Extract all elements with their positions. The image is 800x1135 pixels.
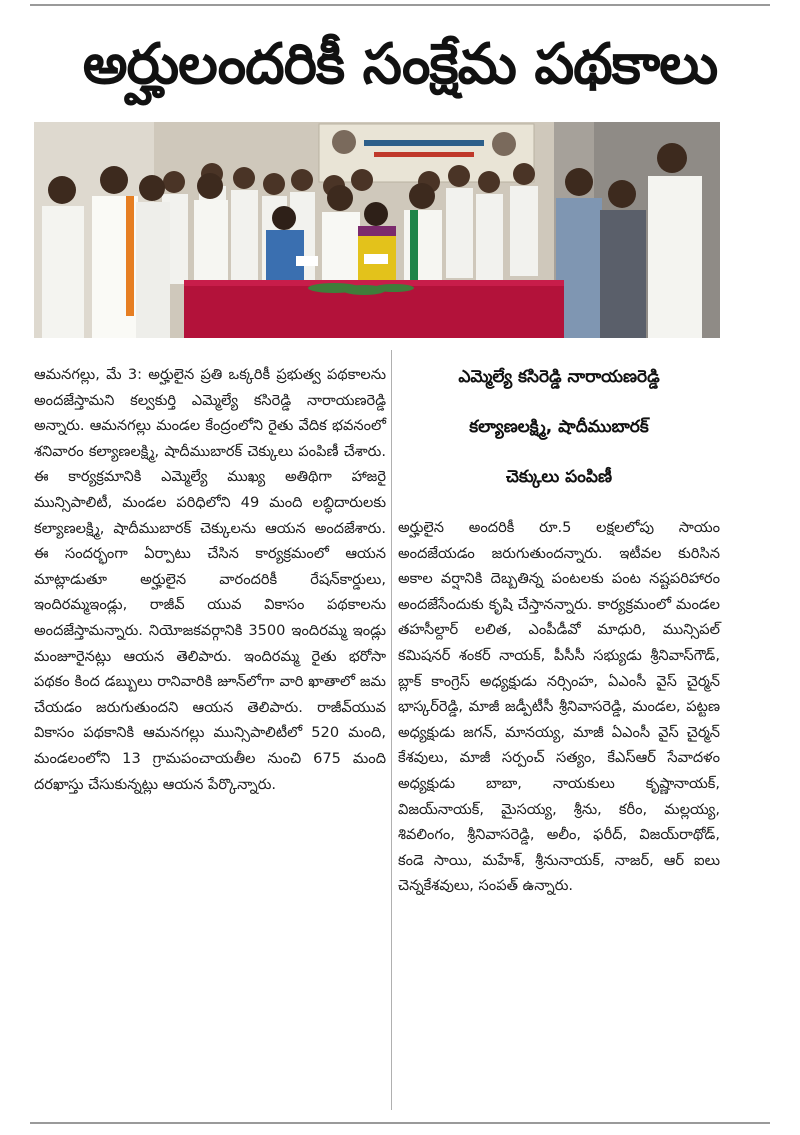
subheadline-line-3: చెక్కులు పంపిణీ [505, 467, 613, 487]
photo-illustration [34, 122, 720, 338]
subheadline-box [398, 352, 720, 502]
top-rule [30, 4, 770, 6]
news-photo [34, 122, 720, 338]
subheadline-line-1: ఎమ్మెల్యే కసిరెడ్డి నారాయణరెడ్డి [458, 367, 660, 387]
article-paragraph-right: అర్హులైన అందరికీ రూ.5 లక్షలలోపు సాయం అందజేయడం జరుగుతుందన్నారు. ఇటీవల కురిసిన అకాల వర్షానికి దెబ్బతిన్న పంటలకు పంట నష్టపరిహారం అందజేసేందుకు కృషి చేస్తానన్నారు. కార్యక్రమంలో మండల తహసీల్దార్ లలిత, ఎంపీడీవో మాధురి, మున్సిపల్ కమిషనర్ శంకర్ నాయక్, పీసీసీ సభ్యుడు శ్రీనివాస్‌గౌడ్, బ్లాక్ కాంగ్రెస్ అధ్యక్షుడు నర్సింహ, ఏఎంసీ వైస్ చైర్మన్ భాస్కర్‌రెడ్డి, మాజీ జడ్పీటీసీ శ్రీనివాసరెడ్డి, మండల, పట్టణ అధ్యక్షుడు జగన్, మానయ్య, మాజీ ఏఎంసీ వైస్ చైర్మన్ కేశవులు, మాజీ సర్పంచ్ సత్యం, కేఎస్ఆర్ సేవాదళం అధ్యక్షుడు బాబా, నాయకులు కృష్ణానాయక్, విజయ్‌నాయక్, మైసయ్య, శ్రీను, కరీం, మల్లయ్య, శివలింగం, శ్రీనివాసరెడ్డి, అలీం, ఫరీద్, విజయ్‌రాథోడ్, కండె సాయి, మహేశ్, శ్రీనునాయక్, నాజర్, ఆర్ ఐలు చెన్నకేశవులు, సంపత్ ఉన్నారు. [398, 519, 720, 895]
headline: అర్హులందరికీ సంక్షేమ పథకాలు [82, 32, 718, 97]
subheadline-line-2: కల్యాణలక్ష్మి, షాదీముబారక్ [469, 417, 649, 437]
article-left-column [34, 362, 386, 1114]
column-divider [391, 350, 392, 1110]
article-paragraph-left: ఆమనగల్లు, మే 3: అర్హులైన ప్రతి ఒక్కరికీ ప్రభుత్వ పథకాలను అందజేస్తామని కల్వకుర్తి ఎమ్మెల్యే కసిరెడ్డి నారాయణరెడ్డి అన్నారు. ఆమనగల్లు మండల కేంద్రంలోని రైతు వేదిక భవనంలో శనివారం కల్యాణలక్ష్మి, షాదీముబారక్ చెక్కులు పంపిణీ చేశారు. ఈ కార్యక్రమానికి ఎమ్మెల్యే ముఖ్య అతిథిగా హాజరై మున్సిపాలిటీ, మండల పరిధిలోని 49 మంది లబ్ధిదారులకు కల్యాణలక్ష్మి, షాదీముబారక్ చెక్కులను ఆయన అందజేశారు. ఈ సందర్భంగా ఏర్పాటు చేసిన కార్యక్రమంలో ఆయన మాట్లాడుతూ అర్హులైన వారందరికీ రేషన్‌కార్డులు, ఇందిరమ్మఇండ్లు, రాజీవ్ యువ వికాసం పథకాలను అందజేస్తామన్నారు. నియోజకవర్గానికి 3500 ఇందిరమ్మ ఇండ్లు మంజూరైనట్లు ఆయన తెలిపారు. ఇందిరమ్మ రైతు భరోసా పథకం కింద డబ్బులు రానివారికి జూన్‌లోగా వారి ఖాతాలో జమ చేయడం జరుగుతుందని ఆయన తెలిపారు. రాజీవ్‌యువ వికాసం పథకానికి ఆమనగల్లు మున్సిపాలిటీలో 520 మంది, మండలంలోని 13 గ్రామపంచాయతీల నుంచి 675 మంది దరఖాస్తు చేసుకున్నట్లు ఆయన పేర్కొన్నారు. [34, 366, 386, 793]
bottom-rule [30, 1122, 770, 1124]
article-right-column [398, 515, 720, 1115]
